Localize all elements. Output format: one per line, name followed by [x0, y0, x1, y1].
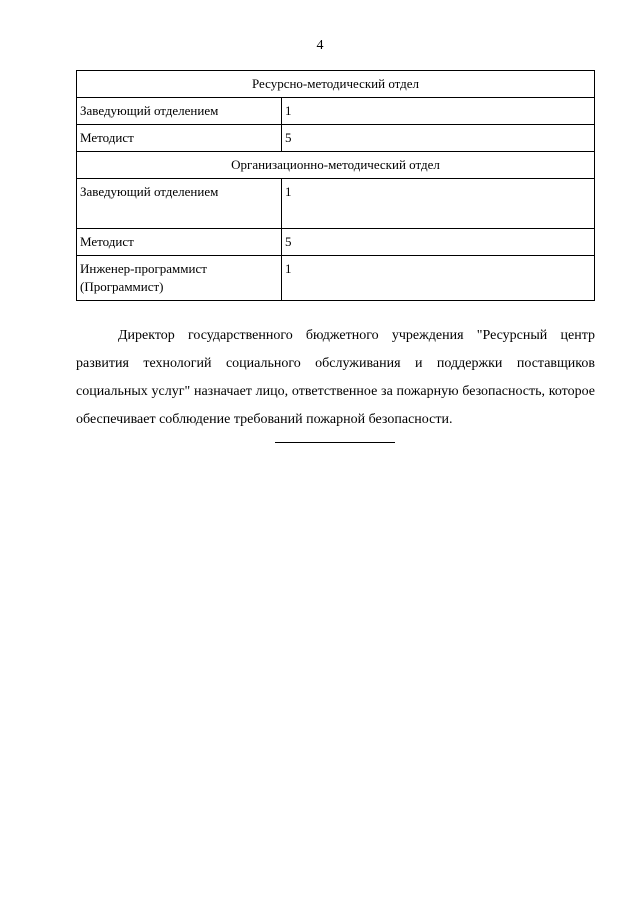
- count-cell: 1: [282, 256, 595, 301]
- section-title: Организационно-методический отдел: [77, 152, 595, 179]
- role-cell: Методист: [77, 125, 282, 152]
- body-paragraph: Директор государственного бюджетного учреждения "Ресурсный центр развития технологий социального обслуживания и поддержки поставщиков социальных услуг" назначает лицо, ответственное за пожарную безопасность, которое обеспечивает соблюдение требований пожарной безопасности.: [76, 328, 595, 427]
- role-cell: Заведующий отделением: [77, 179, 282, 229]
- role-cell: Заведующий отделением: [77, 98, 282, 125]
- page-number: 4: [316, 38, 324, 53]
- end-divider: [275, 442, 395, 443]
- staff-table: [76, 70, 595, 301]
- count-cell: 1: [282, 98, 595, 125]
- section-header-row: [77, 152, 595, 179]
- section-header-row: [77, 71, 595, 98]
- table-row: [77, 256, 595, 301]
- count-cell: 5: [282, 229, 595, 256]
- table-row: [77, 179, 595, 229]
- count-cell: 5: [282, 125, 595, 152]
- role-cell: Инженер-программист (Программист): [77, 256, 282, 301]
- count-cell: 1: [282, 179, 595, 229]
- table-row: [77, 125, 595, 152]
- role-cell: Методист: [77, 229, 282, 256]
- section-title: Ресурсно-методический отдел: [77, 71, 595, 98]
- table-row: [77, 229, 595, 256]
- table-row: [77, 98, 595, 125]
